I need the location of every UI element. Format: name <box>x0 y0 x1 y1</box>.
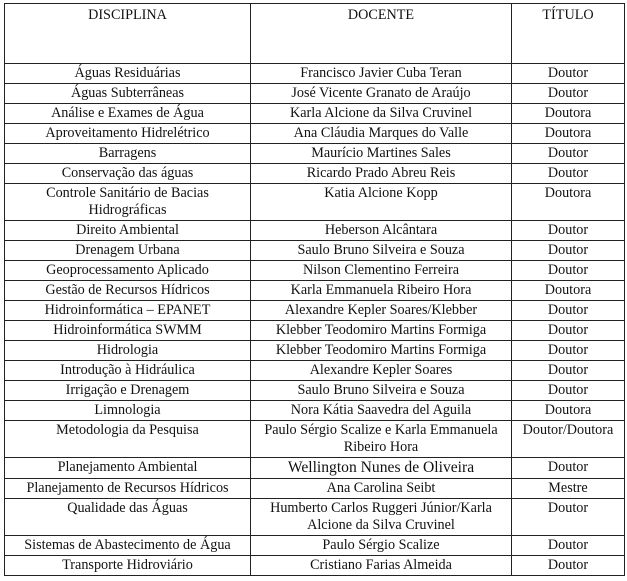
title-cell: Doutor <box>512 361 625 381</box>
discipline-cell: Hidroinformática – EPANET <box>5 301 251 321</box>
title-cell: Doutor <box>512 84 625 104</box>
table-row <box>5 124 625 144</box>
teacher-cell: Alexandre Kepler Soares <box>251 361 512 381</box>
teacher-cell: Saulo Bruno Silveira e Souza <box>251 381 512 401</box>
discipline-cell: Controle Sanitário de Bacias Hidrográficas <box>5 184 251 221</box>
discipline-cell: Hidroinformática SWMM <box>5 321 251 341</box>
discipline-cell: Análise e Exames de Água <box>5 104 251 124</box>
title-cell: Doutor <box>512 144 625 164</box>
teacher-cell: Francisco Javier Cuba Teran <box>251 64 512 84</box>
title-cell: Doutora <box>512 184 625 221</box>
teacher-cell: Saulo Bruno Silveira e Souza <box>251 241 512 261</box>
title-cell: Doutor <box>512 341 625 361</box>
faculty-table <box>4 3 625 576</box>
title-cell: Doutor <box>512 321 625 341</box>
title-cell: Doutor <box>512 64 625 84</box>
teacher-cell: Klebber Teodomiro Martins Formiga <box>251 321 512 341</box>
title-cell: Doutor <box>512 536 625 556</box>
title-cell: Doutor <box>512 164 625 184</box>
title-cell: Doutor <box>512 221 625 241</box>
discipline-cell: Irrigação e Drenagem <box>5 381 251 401</box>
teacher-cell: Paulo Sérgio Scalize e Karla Emmanuela Ribeiro Hora <box>251 421 512 458</box>
title-cell: Doutor <box>512 241 625 261</box>
discipline-cell: Planejamento Ambiental <box>5 458 251 479</box>
table-row <box>5 221 625 241</box>
table-row <box>5 499 625 536</box>
table-row <box>5 341 625 361</box>
teacher-cell: Ana Carolina Seibt <box>251 479 512 499</box>
teacher-cell: Katia Alcione Kopp <box>251 184 512 221</box>
table-row <box>5 301 625 321</box>
discipline-cell: Direito Ambiental <box>5 221 251 241</box>
table-row <box>5 556 625 576</box>
title-cell: Doutor <box>512 301 625 321</box>
discipline-cell: Hidrologia <box>5 341 251 361</box>
title-cell: Doutor <box>512 261 625 281</box>
table-row <box>5 164 625 184</box>
discipline-cell: Águas Residuárias <box>5 64 251 84</box>
table-row <box>5 261 625 281</box>
teacher-cell: Ana Cláudia Marques do Valle <box>251 124 512 144</box>
title-cell: Doutora <box>512 104 625 124</box>
table-row <box>5 536 625 556</box>
table-row <box>5 104 625 124</box>
header-row <box>5 4 625 64</box>
table-row <box>5 361 625 381</box>
discipline-cell: Aproveitamento Hidrelétrico <box>5 124 251 144</box>
discipline-cell: Limnologia <box>5 401 251 421</box>
discipline-cell: Águas Subterrâneas <box>5 84 251 104</box>
teacher-cell: Karla Alcione da Silva Cruvinel <box>251 104 512 124</box>
discipline-cell: Conservação das águas <box>5 164 251 184</box>
teacher-cell: Alexandre Kepler Soares/Klebber <box>251 301 512 321</box>
teacher-cell: Maurício Martines Sales <box>251 144 512 164</box>
teacher-cell: Cristiano Farias Almeida <box>251 556 512 576</box>
discipline-cell: Sistemas de Abastecimento de Água <box>5 536 251 556</box>
discipline-cell: Transporte Hidroviário <box>5 556 251 576</box>
table-row <box>5 64 625 84</box>
title-cell: Doutor <box>512 381 625 401</box>
discipline-cell: Metodologia da Pesquisa <box>5 421 251 458</box>
table-row <box>5 458 625 479</box>
table-row <box>5 281 625 301</box>
title-cell: Doutor <box>512 499 625 536</box>
discipline-cell: Barragens <box>5 144 251 164</box>
table-row <box>5 401 625 421</box>
teacher-cell: Humberto Carlos Ruggeri Júnior/Karla Alcione da Silva Cruvinel <box>251 499 512 536</box>
table-row <box>5 421 625 458</box>
title-cell: Doutor <box>512 458 625 479</box>
teacher-cell: José Vicente Granato de Araújo <box>251 84 512 104</box>
discipline-cell: Gestão de Recursos Hídricos <box>5 281 251 301</box>
teacher-cell: Paulo Sérgio Scalize <box>251 536 512 556</box>
header-discipline: DISCIPLINA <box>5 4 251 64</box>
discipline-cell: Geoprocessamento Aplicado <box>5 261 251 281</box>
title-cell: Mestre <box>512 479 625 499</box>
title-cell: Doutora <box>512 281 625 301</box>
table-row <box>5 84 625 104</box>
discipline-cell: Planejamento de Recursos Hídricos <box>5 479 251 499</box>
teacher-cell: Nilson Clementino Ferreira <box>251 261 512 281</box>
teacher-cell: Karla Emmanuela Ribeiro Hora <box>251 281 512 301</box>
discipline-cell: Introdução à Hidráulica <box>5 361 251 381</box>
discipline-cell: Drenagem Urbana <box>5 241 251 261</box>
teacher-cell: Nora Kátia Saavedra del Aguila <box>251 401 512 421</box>
title-cell: Doutor/Doutora <box>512 421 625 458</box>
table-row <box>5 381 625 401</box>
teacher-cell: Ricardo Prado Abreu Reis <box>251 164 512 184</box>
table-row <box>5 321 625 341</box>
teacher-cell: Klebber Teodomiro Martins Formiga <box>251 341 512 361</box>
title-cell: Doutor <box>512 556 625 576</box>
header-teacher: DOCENTE <box>251 4 512 64</box>
table-row <box>5 144 625 164</box>
table-row <box>5 479 625 499</box>
discipline-cell: Qualidade das Águas <box>5 499 251 536</box>
title-cell: Doutora <box>512 124 625 144</box>
table-row <box>5 241 625 261</box>
table-row <box>5 184 625 221</box>
teacher-cell: Heberson Alcântara <box>251 221 512 241</box>
title-cell: Doutora <box>512 401 625 421</box>
teacher-cell: Wellington Nunes de Oliveira <box>251 458 512 479</box>
header-title: TÍTULO <box>512 4 625 64</box>
